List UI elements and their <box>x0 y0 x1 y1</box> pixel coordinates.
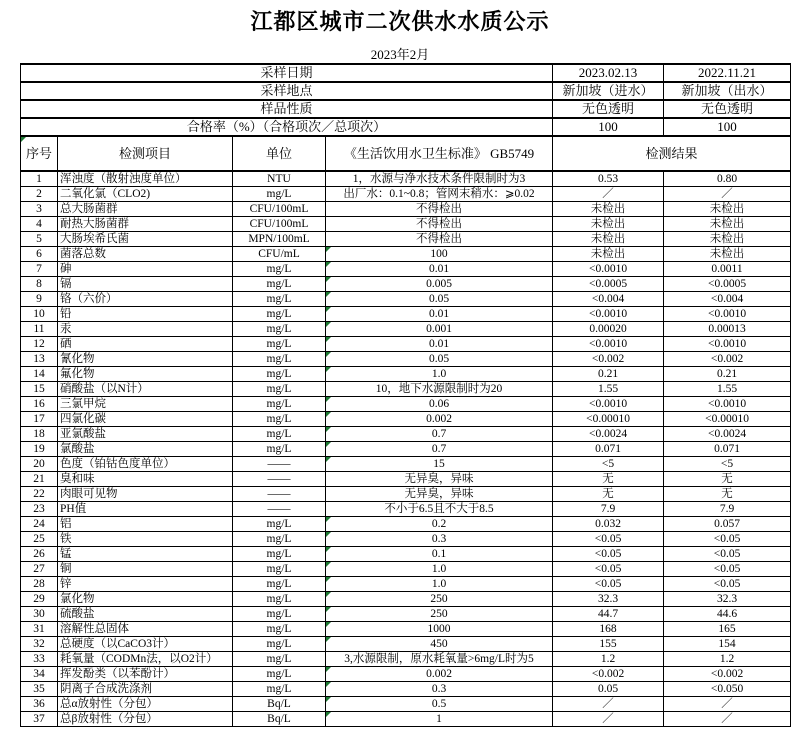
result-sample-2: 1.2 <box>664 652 791 667</box>
table-row <box>21 217 791 232</box>
table-row <box>21 547 791 562</box>
item-name: 浑浊度（散射浊度单位） <box>58 171 233 187</box>
row-index: 22 <box>21 487 58 502</box>
unit-value: mg/L <box>233 382 326 397</box>
result-sample-1: 1.2 <box>553 652 664 667</box>
unit-value: mg/L <box>233 442 326 457</box>
result-sample-2: <0.002 <box>664 352 791 367</box>
report-month: 2023年2月 <box>370 47 430 62</box>
column-header-no: 序号 <box>21 136 58 171</box>
item-name: 大肠埃希氏菌 <box>58 232 233 247</box>
result-sample-1: 未检出 <box>553 202 664 217</box>
standard-limit: 不得检出 <box>326 202 553 217</box>
result-sample-1: <0.05 <box>553 562 664 577</box>
result-sample-2: 0.80 <box>664 171 791 187</box>
sampling-date-label: 采样日期 <box>21 64 553 82</box>
result-sample-1: 168 <box>553 622 664 637</box>
standard-limit: 0.5 <box>326 697 553 712</box>
result-sample-1: 无 <box>553 487 664 502</box>
standard-limit: 250 <box>326 607 553 622</box>
row-index: 5 <box>21 232 58 247</box>
table-row <box>21 502 791 517</box>
standard-limit: 0.1 <box>326 547 553 562</box>
result-sample-1: <0.004 <box>553 292 664 307</box>
item-name: 铝 <box>58 517 233 532</box>
row-index: 35 <box>21 682 58 697</box>
result-sample-1: <0.0005 <box>553 277 664 292</box>
unit-value: mg/L <box>233 412 326 427</box>
unit-value: mg/L <box>233 517 326 532</box>
unit-value: —— <box>233 487 326 502</box>
item-name: 挥发酚类（以苯酚计） <box>58 667 233 682</box>
item-name: 二氧化氯（CLO2) <box>58 187 233 202</box>
result-sample-2: 0.00013 <box>664 322 791 337</box>
sampling-date-1: 2023.02.13 <box>553 64 664 82</box>
result-sample-2: 44.6 <box>664 607 791 622</box>
table-row <box>21 262 791 277</box>
row-index: 2 <box>21 187 58 202</box>
row-index: 24 <box>21 517 58 532</box>
item-name: 硝酸盐（以N计） <box>58 382 233 397</box>
unit-value: mg/L <box>233 667 326 682</box>
unit-value: mg/L <box>233 337 326 352</box>
result-sample-2: <0.05 <box>664 562 791 577</box>
table-row <box>21 517 791 532</box>
unit-value: Bq/L <box>233 712 326 727</box>
sampling-date-2: 2022.11.21 <box>664 64 791 82</box>
unit-value: NTU <box>233 171 326 187</box>
standard-limit: 15 <box>326 457 553 472</box>
item-name: 镉 <box>58 277 233 292</box>
standard-limit: 无异臭，异味 <box>326 472 553 487</box>
result-sample-1: 0.071 <box>553 442 664 457</box>
standard-limit: 0.3 <box>326 532 553 547</box>
row-index: 10 <box>21 307 58 322</box>
table-row <box>21 622 791 637</box>
unit-value: mg/L <box>233 607 326 622</box>
unit-value: CFU/100mL <box>233 202 326 217</box>
item-name: 阴离子合成洗涤剂 <box>58 682 233 697</box>
table-row <box>21 457 791 472</box>
result-sample-1: 无 <box>553 472 664 487</box>
table-row <box>21 427 791 442</box>
unit-value: mg/L <box>233 292 326 307</box>
sample-nature-1: 无色透明 <box>553 100 664 118</box>
result-sample-1: 0.00020 <box>553 322 664 337</box>
result-sample-2: ／ <box>664 187 791 202</box>
result-sample-1: ／ <box>553 187 664 202</box>
result-sample-1: 0.05 <box>553 682 664 697</box>
item-name: 铬（六价） <box>58 292 233 307</box>
table-row <box>21 232 791 247</box>
result-sample-2: <0.050 <box>664 682 791 697</box>
item-name: 溶解性总固体 <box>58 622 233 637</box>
row-index: 19 <box>21 442 58 457</box>
unit-value: mg/L <box>233 562 326 577</box>
pass-rate-2: 100 <box>664 118 791 136</box>
column-header-row <box>21 136 791 171</box>
unit-value: —— <box>233 472 326 487</box>
table-row <box>21 592 791 607</box>
result-sample-2: 0.071 <box>664 442 791 457</box>
result-sample-1: <0.0010 <box>553 307 664 322</box>
standard-limit: 0.05 <box>326 352 553 367</box>
standard-limit: 3,水源限制，原水耗氧量>6mg/L时为5 <box>326 652 553 667</box>
standard-limit: 1000 <box>326 622 553 637</box>
result-sample-1: <0.0010 <box>553 262 664 277</box>
result-sample-2: <0.0024 <box>664 427 791 442</box>
result-sample-2: 1.55 <box>664 382 791 397</box>
result-sample-2: <0.0010 <box>664 307 791 322</box>
row-index: 37 <box>21 712 58 727</box>
row-index: 4 <box>21 217 58 232</box>
item-name: 砷 <box>58 262 233 277</box>
row-index: 14 <box>21 367 58 382</box>
info-row-sample-nature <box>21 100 791 118</box>
unit-value: mg/L <box>233 307 326 322</box>
result-sample-2: <0.05 <box>664 532 791 547</box>
standard-limit: 1.0 <box>326 562 553 577</box>
table-row <box>21 202 791 217</box>
item-name: 氟化物 <box>58 367 233 382</box>
row-index: 23 <box>21 502 58 517</box>
standard-limit: 1 <box>326 712 553 727</box>
unit-value: mg/L <box>233 367 326 382</box>
column-header-standard: 《生活饮用水卫生标准》 GB5749 <box>326 136 553 171</box>
row-index: 13 <box>21 352 58 367</box>
unit-value: Bq/L <box>233 697 326 712</box>
item-name: 硫酸盐 <box>58 607 233 622</box>
table-row <box>21 292 791 307</box>
row-index: 3 <box>21 202 58 217</box>
table-row <box>21 667 791 682</box>
result-sample-1: <0.002 <box>553 352 664 367</box>
standard-limit: 0.01 <box>326 307 553 322</box>
standard-limit: 0.7 <box>326 427 553 442</box>
result-sample-1: <0.05 <box>553 577 664 592</box>
unit-value: mg/L <box>233 532 326 547</box>
unit-value: mg/L <box>233 547 326 562</box>
row-index: 16 <box>21 397 58 412</box>
row-index: 32 <box>21 637 58 652</box>
standard-limit: 100 <box>326 247 553 262</box>
item-name: 耗氧量（CODMn法，以O2计） <box>58 652 233 667</box>
standard-limit: 0.3 <box>326 682 553 697</box>
result-sample-2: 未检出 <box>664 247 791 262</box>
result-sample-2: 0.057 <box>664 517 791 532</box>
result-sample-2: 154 <box>664 637 791 652</box>
row-index: 27 <box>21 562 58 577</box>
table-row <box>21 652 791 667</box>
sample-nature-label: 样品性质 <box>21 100 553 118</box>
water-quality-table <box>20 63 791 727</box>
result-sample-1: <0.002 <box>553 667 664 682</box>
item-name: 铁 <box>58 532 233 547</box>
result-sample-1: 未检出 <box>553 217 664 232</box>
table-row <box>21 247 791 262</box>
result-sample-2: 0.0011 <box>664 262 791 277</box>
table-row <box>21 562 791 577</box>
standard-limit: 不小于6.5且不大于8.5 <box>326 502 553 517</box>
table-row <box>21 442 791 457</box>
table-row <box>21 682 791 697</box>
result-sample-2: 32.3 <box>664 592 791 607</box>
unit-value: CFU/mL <box>233 247 326 262</box>
standard-limit: 0.002 <box>326 412 553 427</box>
unit-value: CFU/100mL <box>233 217 326 232</box>
row-index: 31 <box>21 622 58 637</box>
result-sample-2: <0.00010 <box>664 412 791 427</box>
column-header-unit: 单位 <box>233 136 326 171</box>
unit-value: —— <box>233 457 326 472</box>
table-row <box>21 322 791 337</box>
sampling-location-label: 采样地点 <box>21 82 553 100</box>
unit-value: —— <box>233 502 326 517</box>
item-name: 氯化物 <box>58 592 233 607</box>
item-name: 总α放射性（分包） <box>58 697 233 712</box>
info-row-pass-rate <box>21 118 791 136</box>
row-index: 25 <box>21 532 58 547</box>
item-name: PH值 <box>58 502 233 517</box>
row-index: 18 <box>21 427 58 442</box>
item-name: 总硬度（以CaCO3计） <box>58 637 233 652</box>
item-name: 菌落总数 <box>58 247 233 262</box>
table-row <box>21 367 791 382</box>
unit-value: MPN/100mL <box>233 232 326 247</box>
row-index: 30 <box>21 607 58 622</box>
result-sample-1: <0.05 <box>553 547 664 562</box>
row-index: 29 <box>21 592 58 607</box>
standard-limit: 0.2 <box>326 517 553 532</box>
result-sample-2: 165 <box>664 622 791 637</box>
row-index: 15 <box>21 382 58 397</box>
standard-limit: 0.7 <box>326 442 553 457</box>
result-sample-2: <0.0005 <box>664 277 791 292</box>
result-sample-1: 32.3 <box>553 592 664 607</box>
table-row <box>21 277 791 292</box>
unit-value: mg/L <box>233 427 326 442</box>
info-row-sampling-location <box>21 82 791 100</box>
sample-nature-2: 无色透明 <box>664 100 791 118</box>
table-row <box>21 487 791 502</box>
standard-limit: 1.0 <box>326 367 553 382</box>
item-name: 铜 <box>58 562 233 577</box>
sampling-location-2: 新加坡（出水） <box>664 82 791 100</box>
table-row <box>21 577 791 592</box>
row-index: 8 <box>21 277 58 292</box>
item-name: 汞 <box>58 322 233 337</box>
row-index: 7 <box>21 262 58 277</box>
result-sample-1: 0.032 <box>553 517 664 532</box>
result-sample-2: <5 <box>664 457 791 472</box>
result-sample-1: <0.0024 <box>553 427 664 442</box>
item-name: 氰化物 <box>58 352 233 367</box>
table-row <box>21 697 791 712</box>
row-index: 21 <box>21 472 58 487</box>
row-index: 11 <box>21 322 58 337</box>
item-name: 耐热大肠菌群 <box>58 217 233 232</box>
standard-limit: 250 <box>326 592 553 607</box>
table-row <box>21 397 791 412</box>
item-name: 氯酸盐 <box>58 442 233 457</box>
table-row <box>21 382 791 397</box>
result-sample-2: <0.0010 <box>664 397 791 412</box>
result-sample-1: <0.0010 <box>553 397 664 412</box>
standard-limit: 不得检出 <box>326 232 553 247</box>
item-name: 亚氯酸盐 <box>58 427 233 442</box>
result-sample-2: ／ <box>664 712 791 727</box>
table-row <box>21 637 791 652</box>
result-sample-2: 未检出 <box>664 202 791 217</box>
result-sample-1: 0.21 <box>553 367 664 382</box>
unit-value: mg/L <box>233 277 326 292</box>
result-sample-2: 7.9 <box>664 502 791 517</box>
table-row <box>21 307 791 322</box>
item-name: 总β放射性（分包） <box>58 712 233 727</box>
unit-value: mg/L <box>233 352 326 367</box>
pass-rate-1: 100 <box>553 118 664 136</box>
table-row <box>21 171 791 187</box>
row-index: 6 <box>21 247 58 262</box>
unit-value: mg/L <box>233 682 326 697</box>
table-row <box>21 532 791 547</box>
result-sample-1: 44.7 <box>553 607 664 622</box>
column-header-result: 检测结果 <box>553 136 791 171</box>
result-sample-2: 未检出 <box>664 232 791 247</box>
result-sample-1: 155 <box>553 637 664 652</box>
unit-value: mg/L <box>233 262 326 277</box>
table-row <box>21 412 791 427</box>
standard-limit: 出厂水：0.1~0.8；管网末稍水：⩾0.02 <box>326 187 553 202</box>
unit-value: mg/L <box>233 397 326 412</box>
row-index: 17 <box>21 412 58 427</box>
standard-limit: 10，地下水源限制时为20 <box>326 382 553 397</box>
item-name: 锰 <box>58 547 233 562</box>
column-header-item: 检测项目 <box>58 136 233 171</box>
unit-value: mg/L <box>233 322 326 337</box>
table-row <box>21 187 791 202</box>
table-row <box>21 472 791 487</box>
result-sample-1: 未检出 <box>553 247 664 262</box>
standard-limit: 1.0 <box>326 577 553 592</box>
standard-limit: 1，水源与净水技术条件限制时为3 <box>326 171 553 187</box>
result-sample-2: 0.21 <box>664 367 791 382</box>
item-name: 总大肠菌群 <box>58 202 233 217</box>
row-index: 1 <box>21 171 58 187</box>
result-sample-1: ／ <box>553 712 664 727</box>
unit-value: mg/L <box>233 622 326 637</box>
row-index: 20 <box>21 457 58 472</box>
row-index: 33 <box>21 652 58 667</box>
row-index: 12 <box>21 337 58 352</box>
item-name: 硒 <box>58 337 233 352</box>
result-sample-2: ／ <box>664 697 791 712</box>
pass-rate-label: 合格率（%）（合格项次／总项次） <box>21 118 553 136</box>
unit-value: mg/L <box>233 577 326 592</box>
row-index: 34 <box>21 667 58 682</box>
result-sample-1: <0.0010 <box>553 337 664 352</box>
item-name: 色度（铂钴色度单位） <box>58 457 233 472</box>
result-sample-2: <0.05 <box>664 577 791 592</box>
unit-value: mg/L <box>233 187 326 202</box>
unit-value: mg/L <box>233 652 326 667</box>
result-sample-2: 无 <box>664 472 791 487</box>
standard-limit: 0.06 <box>326 397 553 412</box>
row-index: 26 <box>21 547 58 562</box>
item-name: 臭和味 <box>58 472 233 487</box>
standard-limit: 0.01 <box>326 262 553 277</box>
item-name: 肉眼可见物 <box>58 487 233 502</box>
unit-value: mg/L <box>233 592 326 607</box>
result-sample-1: 1.55 <box>553 382 664 397</box>
result-sample-1: <0.00010 <box>553 412 664 427</box>
result-sample-2: <0.002 <box>664 667 791 682</box>
result-sample-1: <0.05 <box>553 532 664 547</box>
result-sample-2: <0.004 <box>664 292 791 307</box>
standard-limit: 0.05 <box>326 292 553 307</box>
item-name: 四氯化碳 <box>58 412 233 427</box>
standard-limit: 0.005 <box>326 277 553 292</box>
row-index: 28 <box>21 577 58 592</box>
standard-limit: 0.002 <box>326 667 553 682</box>
table-row <box>21 607 791 622</box>
table-row <box>21 712 791 727</box>
result-sample-1: 未检出 <box>553 232 664 247</box>
table-row <box>21 337 791 352</box>
standard-limit: 无异臭，异味 <box>326 487 553 502</box>
result-sample-2: <0.05 <box>664 547 791 562</box>
result-sample-2: <0.0010 <box>664 337 791 352</box>
standard-limit: 不得检出 <box>326 217 553 232</box>
standard-limit: 450 <box>326 637 553 652</box>
standard-limit: 0.001 <box>326 322 553 337</box>
result-sample-1: ／ <box>553 697 664 712</box>
sampling-location-1: 新加坡（进水） <box>553 82 664 100</box>
standard-limit: 0.01 <box>326 337 553 352</box>
unit-value: mg/L <box>233 637 326 652</box>
item-name: 铅 <box>58 307 233 322</box>
info-row-sampling-date <box>21 64 791 82</box>
page-title: 江都区城市二次供水水质公示 <box>250 9 550 34</box>
result-sample-1: <5 <box>553 457 664 472</box>
result-sample-2: 无 <box>664 487 791 502</box>
row-index: 9 <box>21 292 58 307</box>
item-name: 锌 <box>58 577 233 592</box>
row-index: 36 <box>21 697 58 712</box>
result-sample-2: 未检出 <box>664 217 791 232</box>
result-sample-1: 7.9 <box>553 502 664 517</box>
table-row <box>21 352 791 367</box>
item-name: 三氯甲烷 <box>58 397 233 412</box>
result-sample-1: 0.53 <box>553 171 664 187</box>
